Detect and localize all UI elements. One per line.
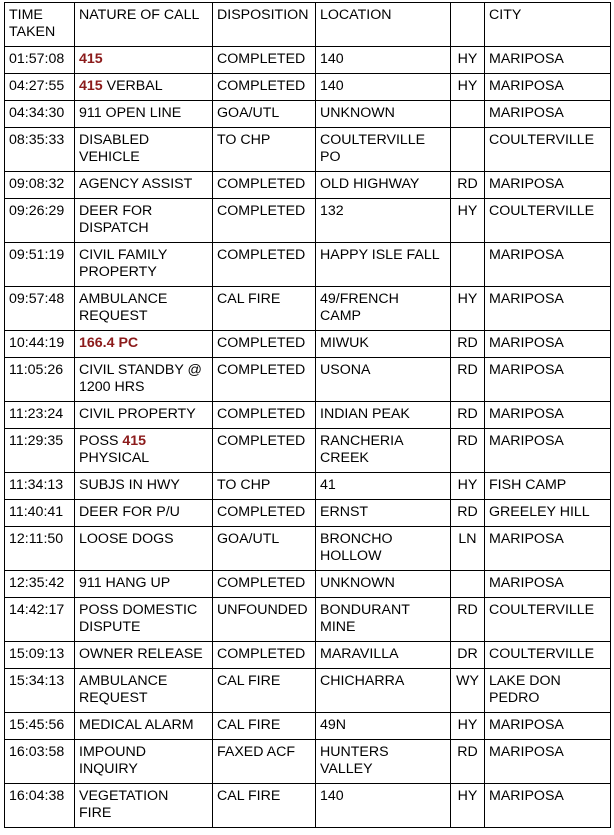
nature-text: CIVIL FAMILY PROPERTY <box>79 247 168 280</box>
nature-of-call-cell <box>75 527 213 571</box>
time-taken-cell: 16:04:38 <box>5 784 75 828</box>
call-log-table <box>4 2 611 828</box>
nature-of-call-cell <box>75 243 213 287</box>
nature-text: POSS <box>79 433 123 449</box>
street-suffix-cell: LN <box>451 527 485 571</box>
nature-text: AGENCY ASSIST <box>79 176 193 192</box>
street-suffix-cell: RD <box>451 331 485 358</box>
location-cell: ERNST <box>316 500 451 527</box>
location-cell: 132 <box>316 199 451 243</box>
table-row <box>5 669 611 713</box>
nature-of-call-cell <box>75 740 213 784</box>
table-row <box>5 287 611 331</box>
nature-text: SUBJS IN HWY <box>79 477 180 493</box>
header-row <box>5 3 611 47</box>
street-suffix-cell <box>451 101 485 128</box>
nature-text: AMBULANCE REQUEST <box>79 673 168 706</box>
nature-text: MEDICAL ALARM <box>79 717 194 733</box>
time-taken-cell: 16:03:58 <box>5 740 75 784</box>
street-suffix-cell: RD <box>451 429 485 473</box>
nature-of-call-cell <box>75 429 213 473</box>
disposition-cell: COMPLETED <box>213 199 316 243</box>
street-suffix-cell: HY <box>451 784 485 828</box>
street-suffix-cell: DR <box>451 642 485 669</box>
table-row <box>5 598 611 642</box>
city-cell: COULTERVILLE <box>485 598 611 642</box>
street-suffix-cell: RD <box>451 172 485 199</box>
city-header: CITY <box>485 3 611 47</box>
table-row <box>5 571 611 598</box>
city-cell: MARIPOSA <box>485 527 611 571</box>
nature-of-call-header: NATURE OF CALL <box>75 3 213 47</box>
city-cell: COULTERVILLE <box>485 642 611 669</box>
city-cell: MARIPOSA <box>485 713 611 740</box>
city-cell: MARIPOSA <box>485 74 611 101</box>
table-row <box>5 101 611 128</box>
location-cell: 49N <box>316 713 451 740</box>
location-cell: 140 <box>316 74 451 101</box>
disposition-cell: COMPLETED <box>213 358 316 402</box>
street-suffix-cell: HY <box>451 713 485 740</box>
table-row <box>5 527 611 571</box>
table-row <box>5 47 611 74</box>
street-suffix-cell <box>451 128 485 172</box>
street-suffix-cell: HY <box>451 199 485 243</box>
nature-text: VEGETATION FIRE <box>79 788 169 821</box>
location-cell: BRONCHO HOLLOW <box>316 527 451 571</box>
time-taken-cell: 09:26:29 <box>5 199 75 243</box>
location-cell: 41 <box>316 473 451 500</box>
time-taken-cell: 04:34:30 <box>5 101 75 128</box>
nature-of-call-cell <box>75 74 213 101</box>
nature-of-call-cell <box>75 473 213 500</box>
location-cell: MARAVILLA <box>316 642 451 669</box>
table-row <box>5 74 611 101</box>
table-row <box>5 243 611 287</box>
disposition-cell: COMPLETED <box>213 172 316 199</box>
disposition-cell: CAL FIRE <box>213 713 316 740</box>
nature-text: CIVIL STANDBY @ 1200 HRS <box>79 362 202 395</box>
city-cell: MARIPOSA <box>485 172 611 199</box>
nature-code-highlight: 166.4 PC <box>79 335 139 351</box>
city-cell: MARIPOSA <box>485 101 611 128</box>
nature-code-highlight: 415 <box>79 51 103 67</box>
city-cell: MARIPOSA <box>485 243 611 287</box>
nature-of-call-cell <box>75 713 213 740</box>
time-taken-header: TIME TAKEN <box>5 3 75 47</box>
nature-of-call-cell <box>75 101 213 128</box>
nature-text: POSS DOMESTIC DISPUTE <box>79 602 198 635</box>
city-cell: GREELEY HILL <box>485 500 611 527</box>
city-cell: MARIPOSA <box>485 402 611 429</box>
disposition-cell: TO CHP <box>213 473 316 500</box>
location-cell: INDIAN PEAK <box>316 402 451 429</box>
location-cell: HAPPY ISLE FALL <box>316 243 451 287</box>
time-taken-cell: 15:09:13 <box>5 642 75 669</box>
disposition-cell: GOA/UTL <box>213 101 316 128</box>
table-row <box>5 740 611 784</box>
table-row <box>5 642 611 669</box>
nature-of-call-cell <box>75 500 213 527</box>
disposition-cell: COMPLETED <box>213 571 316 598</box>
call-log-rows <box>5 47 611 828</box>
disposition-cell: COMPLETED <box>213 243 316 287</box>
time-taken-cell: 09:08:32 <box>5 172 75 199</box>
street-suffix-cell: HY <box>451 287 485 331</box>
table-row <box>5 713 611 740</box>
time-taken-cell: 15:34:13 <box>5 669 75 713</box>
street-suffix-cell: RD <box>451 358 485 402</box>
location-cell: COULTERVILLE PO <box>316 128 451 172</box>
location-cell: BONDURANT MINE <box>316 598 451 642</box>
disposition-cell: COMPLETED <box>213 642 316 669</box>
table-row <box>5 128 611 172</box>
location-cell: MIWUK <box>316 331 451 358</box>
table-row <box>5 784 611 828</box>
nature-code-highlight: 415 <box>122 433 147 449</box>
disposition-cell: COMPLETED <box>213 47 316 74</box>
time-taken-cell: 04:27:55 <box>5 74 75 101</box>
location-cell: UNKNOWN <box>316 571 451 598</box>
location-cell: USONA <box>316 358 451 402</box>
city-cell: MARIPOSA <box>485 784 611 828</box>
location-cell: UNKNOWN <box>316 101 451 128</box>
nature-of-call-cell <box>75 172 213 199</box>
city-cell: COULTERVILLE <box>485 199 611 243</box>
table-row <box>5 199 611 243</box>
location-cell: HUNTERS VALLEY <box>316 740 451 784</box>
nature-text-suffix: VERBAL <box>102 78 163 94</box>
time-taken-cell: 09:57:48 <box>5 287 75 331</box>
street-suffix-cell: WY <box>451 669 485 713</box>
nature-of-call-cell <box>75 402 213 429</box>
time-taken-cell: 11:34:13 <box>5 473 75 500</box>
street-suffix-header <box>451 3 485 47</box>
time-taken-cell: 11:05:26 <box>5 358 75 402</box>
location-cell: 140 <box>316 47 451 74</box>
disposition-header: DISPOSITION <box>213 3 316 47</box>
location-cell: 49/FRENCH CAMP <box>316 287 451 331</box>
table-row <box>5 358 611 402</box>
nature-of-call-cell <box>75 199 213 243</box>
city-cell: MARIPOSA <box>485 740 611 784</box>
city-cell: MARIPOSA <box>485 429 611 473</box>
street-suffix-cell <box>451 571 485 598</box>
time-taken-cell: 11:23:24 <box>5 402 75 429</box>
street-suffix-cell: RD <box>451 598 485 642</box>
location-cell: RANCHERIA CREEK <box>316 429 451 473</box>
nature-of-call-cell <box>75 128 213 172</box>
nature-of-call-cell <box>75 287 213 331</box>
nature-of-call-cell <box>75 571 213 598</box>
city-cell: MARIPOSA <box>485 571 611 598</box>
city-cell: MARIPOSA <box>485 47 611 74</box>
nature-text: 911 HANG UP <box>79 575 171 591</box>
table-row <box>5 500 611 527</box>
location-cell: OLD HIGHWAY <box>316 172 451 199</box>
nature-text: DEER FOR DISPATCH <box>79 203 153 236</box>
time-taken-cell: 01:57:08 <box>5 47 75 74</box>
disposition-cell: COMPLETED <box>213 500 316 527</box>
city-cell: FISH CAMP <box>485 473 611 500</box>
nature-of-call-cell <box>75 669 213 713</box>
time-taken-cell: 14:42:17 <box>5 598 75 642</box>
city-cell: MARIPOSA <box>485 358 611 402</box>
location-header: LOCATION <box>316 3 451 47</box>
disposition-cell: COMPLETED <box>213 331 316 358</box>
location-cell: CHICHARRA <box>316 669 451 713</box>
time-taken-cell: 09:51:19 <box>5 243 75 287</box>
table-row <box>5 172 611 199</box>
location-cell: 140 <box>316 784 451 828</box>
street-suffix-cell: RD <box>451 402 485 429</box>
nature-text: DEER FOR P/U <box>79 504 180 520</box>
street-suffix-cell: RD <box>451 500 485 527</box>
nature-text: LOOSE DOGS <box>79 531 174 547</box>
nature-text: IMPOUND INQUIRY <box>79 744 146 777</box>
disposition-cell: FAXED ACF <box>213 740 316 784</box>
nature-of-call-cell <box>75 598 213 642</box>
table-row <box>5 402 611 429</box>
street-suffix-cell: HY <box>451 47 485 74</box>
disposition-cell: CAL FIRE <box>213 669 316 713</box>
nature-text-suffix: PHYSICAL <box>79 449 150 466</box>
time-taken-cell: 12:35:42 <box>5 571 75 598</box>
nature-text: CIVIL PROPERTY <box>79 406 196 422</box>
street-suffix-cell: HY <box>451 473 485 500</box>
street-suffix-cell: RD <box>451 740 485 784</box>
time-taken-cell: 10:44:19 <box>5 331 75 358</box>
disposition-cell: TO CHP <box>213 128 316 172</box>
nature-text: 911 OPEN LINE <box>79 105 182 121</box>
disposition-cell: UNFOUNDED <box>213 598 316 642</box>
time-taken-cell: 08:35:33 <box>5 128 75 172</box>
disposition-cell: COMPLETED <box>213 429 316 473</box>
time-taken-cell: 15:45:56 <box>5 713 75 740</box>
time-taken-cell: 11:40:41 <box>5 500 75 527</box>
disposition-cell: COMPLETED <box>213 74 316 101</box>
nature-of-call-cell <box>75 642 213 669</box>
disposition-cell: CAL FIRE <box>213 287 316 331</box>
disposition-cell: CAL FIRE <box>213 784 316 828</box>
nature-of-call-cell <box>75 47 213 74</box>
table-row <box>5 331 611 358</box>
time-taken-cell: 11:29:35 <box>5 429 75 473</box>
street-suffix-cell: HY <box>451 74 485 101</box>
city-cell: MARIPOSA <box>485 331 611 358</box>
street-suffix-cell <box>451 243 485 287</box>
nature-text: AMBULANCE REQUEST <box>79 291 168 324</box>
table-row <box>5 473 611 500</box>
disposition-cell: GOA/UTL <box>213 527 316 571</box>
city-cell: LAKE DON PEDRO <box>485 669 611 713</box>
nature-of-call-cell <box>75 784 213 828</box>
city-cell: COULTERVILLE <box>485 128 611 172</box>
time-taken-cell: 12:11:50 <box>5 527 75 571</box>
nature-text: OWNER RELEASE <box>79 646 203 662</box>
city-cell: MARIPOSA <box>485 287 611 331</box>
nature-of-call-cell <box>75 331 213 358</box>
nature-code-highlight: 415 <box>79 78 103 94</box>
table-row <box>5 429 611 473</box>
nature-of-call-cell <box>75 358 213 402</box>
disposition-cell: COMPLETED <box>213 402 316 429</box>
nature-text: DISABLED VEHICLE <box>79 132 150 165</box>
